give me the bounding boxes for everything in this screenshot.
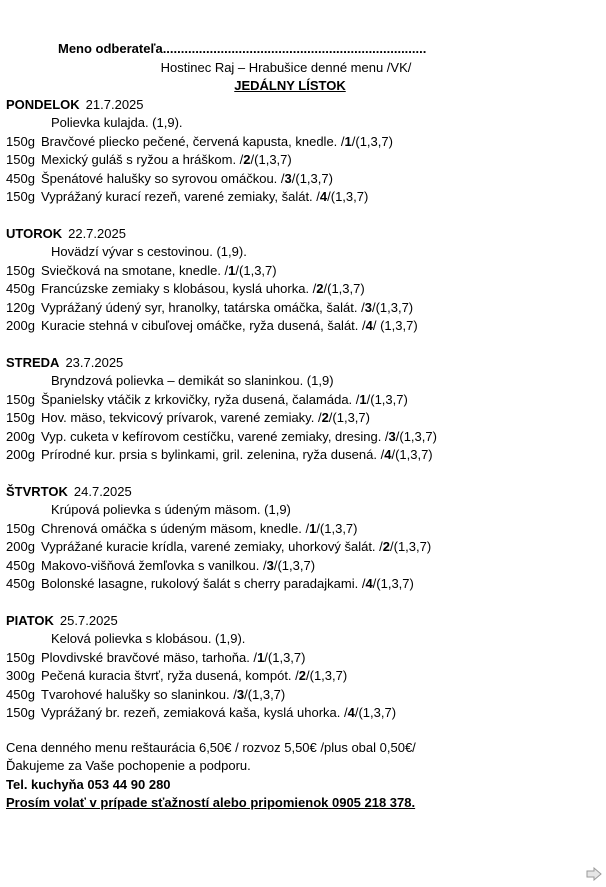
thanks-note: Ďakujeme za Vaše pochopenie a podporu.	[6, 758, 251, 773]
item-number: 4	[365, 576, 373, 591]
item-description	[41, 317, 418, 336]
item-allergens: /(1,3,7)	[264, 649, 306, 665]
item-text: Vyprážané kuracie krídla, varené zemiaky, uhorkový šalát. /	[41, 539, 383, 554]
item-description	[41, 649, 305, 668]
day-heading	[6, 483, 602, 502]
menu-item	[6, 667, 602, 686]
item-allergens: /(1,3,7)	[371, 299, 414, 315]
item-description	[41, 446, 433, 465]
menu-item	[6, 428, 602, 447]
day-section	[6, 96, 602, 207]
menu-item	[6, 686, 602, 705]
item-allergens: /(1,3,7)	[306, 668, 348, 683]
day-name: STREDA	[6, 354, 60, 370]
item-allergens: /(1,3,7)	[235, 262, 277, 278]
day-date: 21.7.2025	[85, 96, 144, 112]
item-text: Francúzske zemiaky s klobásou, kyslá uhorka. /	[41, 281, 317, 296]
item-text: Španielsky vtáčik z krkovičky, ryža dusená, čalamáda. /	[41, 391, 360, 407]
menu-item	[6, 391, 602, 410]
item-weight: 120g	[6, 299, 35, 315]
item-weight: 150g	[6, 520, 35, 536]
day-heading	[6, 225, 602, 244]
item-description	[41, 557, 315, 576]
day-name: PONDELOK	[6, 96, 80, 112]
item-description	[41, 280, 365, 299]
item-text: Plovdivské bravčové mäso, tarhoňa. /	[41, 649, 258, 665]
item-number: 2	[382, 539, 390, 554]
day-heading	[6, 96, 602, 115]
menu-item	[6, 262, 602, 281]
item-description	[41, 188, 368, 207]
item-weight: 450g	[6, 170, 35, 186]
item-allergens: /(1,3,7)	[323, 281, 365, 296]
menu-item	[6, 188, 602, 207]
menu-item	[6, 299, 602, 318]
item-weight: 300g	[6, 668, 35, 683]
day-date: 22.7.2025	[68, 225, 126, 241]
item-description	[41, 575, 414, 594]
menu-item	[6, 409, 602, 428]
item-number: 2	[298, 668, 307, 683]
item-weight: 150g	[6, 649, 35, 665]
menu-item	[6, 280, 602, 299]
item-description	[41, 133, 393, 152]
item-description	[41, 686, 285, 705]
item-allergens: /(1,3,7)	[291, 170, 333, 186]
item-allergens: /(1,3,7)	[366, 391, 408, 407]
item-weight: 150g	[6, 410, 35, 425]
item-allergens: /(1,3,7)	[372, 576, 414, 591]
item-description	[41, 409, 370, 428]
item-allergens: /(1,3,7)	[395, 428, 437, 444]
restaurant-subtitle: Hostinec Raj – Hrabušice denné menu /VK/	[160, 59, 412, 75]
item-text: Mexický guláš s ryžou a hráškom. /	[41, 152, 244, 167]
day-section	[6, 354, 602, 465]
next-page-arrow-icon[interactable]	[586, 867, 602, 881]
item-description	[41, 667, 347, 686]
soup-item: Polievka kulajda. (1,9).	[51, 115, 183, 130]
day-section	[6, 483, 602, 594]
item-number: 3	[364, 299, 372, 315]
menu-item	[6, 317, 602, 336]
item-number: 1	[309, 520, 317, 536]
item-weight: 450g	[6, 281, 35, 296]
page-title: JEDÁLNY LÍSTOK	[234, 78, 346, 93]
item-weight: 150g	[6, 152, 35, 167]
footer	[6, 739, 602, 813]
item-number: 2	[316, 281, 324, 296]
item-allergens: /(1,3,7)	[328, 410, 370, 425]
item-number: 1	[344, 133, 352, 149]
item-number: 1	[228, 262, 236, 278]
item-number: 4	[347, 705, 355, 720]
item-number: 2	[243, 152, 251, 167]
item-description	[41, 151, 292, 170]
day-name: UTOROK	[6, 225, 63, 241]
item-allergens: /(1,3,7)	[316, 520, 358, 536]
item-number: 4	[319, 189, 328, 204]
soup-item: Krúpová polievka s údeným mäsom. (1,9)	[51, 502, 291, 517]
item-text: Bravčové pliecko pečené, červená kapusta, knedle. /	[41, 133, 345, 149]
item-text: Tvarohové halušky so slaninkou. /	[41, 686, 237, 702]
kitchen-phone: Tel. kuchyňa 053 44 90 280	[6, 776, 171, 792]
menu-item	[6, 446, 602, 465]
day-heading	[6, 354, 602, 373]
item-weight: 150g	[6, 705, 35, 720]
menu-item	[6, 520, 602, 539]
item-text: Vyprážaný údený syr, hranolky, tatárska omáčka, šalát. /	[41, 299, 365, 315]
item-weight: 150g	[6, 262, 35, 278]
item-description	[41, 704, 396, 723]
item-number: 3	[266, 557, 274, 573]
day-section	[6, 225, 602, 336]
item-allergens: /(1,3,7)	[390, 539, 432, 554]
item-weight: 450g	[6, 557, 35, 573]
item-weight: 150g	[6, 133, 35, 149]
item-number: 1	[257, 649, 265, 665]
item-description	[41, 428, 437, 447]
item-number: 3	[388, 428, 396, 444]
menu-item	[6, 151, 602, 170]
item-allergens: / (1,3,7)	[372, 318, 418, 333]
item-allergens: /(1,3,7)	[244, 686, 286, 702]
item-number: 4	[384, 447, 392, 462]
menu-item	[6, 704, 602, 723]
day-name: PIATOK	[6, 612, 54, 628]
item-number: 1	[359, 391, 367, 407]
menu-item	[6, 538, 602, 557]
item-weight: 200g	[6, 539, 35, 554]
item-text: Sviečková na smotane, knedle. /	[41, 262, 229, 278]
day-heading	[6, 612, 602, 631]
item-text: Vyprážaný kurací rezeň, varené zemiaky, šalát. /	[41, 189, 320, 204]
item-allergens: /(1,3,7)	[250, 152, 292, 167]
customer-name-line: Meno odberateľa.........................................................................	[58, 41, 427, 56]
item-weight: 150g	[6, 391, 35, 407]
item-text: Kuracie stehná v cibuľovej omáčke, ryža dusená, šalát. /	[41, 318, 366, 333]
complaints-contact: Prosím volať v prípade sťažností alebo pripomienok 0905 218 378.	[6, 795, 416, 810]
item-allergens: /(1,3,7)	[327, 189, 369, 204]
item-text: Vyp. cuketa v kefírovom cestíčku, varené zemiaky, dresing. /	[41, 428, 389, 444]
day-date: 24.7.2025	[73, 483, 132, 499]
item-text: Vyprážaný br. rezeň, zemiaková kaša, kyslá uhorka. /	[41, 705, 348, 720]
menu-item	[6, 170, 602, 189]
item-description	[41, 520, 358, 539]
day-section	[6, 612, 602, 723]
item-weight: 200g	[6, 447, 35, 462]
soup-item: Bryndzová polievka – demikát so slaninkou. (1,9)	[51, 373, 334, 388]
day-date: 25.7.2025	[59, 612, 118, 628]
item-weight: 450g	[6, 686, 35, 702]
day-name: ŠTVRTOK	[6, 483, 68, 499]
item-allergens: /(1,3,7)	[354, 705, 397, 720]
item-allergens: /(1,3,7)	[273, 557, 316, 573]
item-description	[41, 262, 277, 281]
item-weight: 150g	[6, 189, 35, 204]
item-description	[41, 170, 333, 189]
item-description	[41, 538, 431, 557]
item-description	[41, 299, 413, 318]
days-list	[6, 96, 602, 723]
item-text: Hov. mäso, tekvicový prívarok, varené zemiaky. /	[41, 410, 322, 425]
item-allergens: /(1,3,7)	[351, 133, 393, 149]
item-text: Bolonské lasagne, rukolový šalát s cherry paradajkami. /	[41, 576, 366, 591]
soup-item: Hovädzí vývar s cestovinou. (1,9).	[51, 244, 247, 259]
menu-item	[6, 133, 602, 152]
menu-item	[6, 575, 602, 594]
menu-document	[6, 40, 602, 813]
price-info: Cena denného menu reštaurácia 6,50€ / rozvoz 5,50€ /plus obal 0,50€/	[6, 739, 416, 755]
item-text: Chrenová omáčka s údeným mäsom, knedle. /	[41, 520, 310, 536]
item-number: 4	[365, 318, 373, 333]
item-allergens: /(1,3,7)	[391, 447, 433, 462]
soup-item: Kelová polievka s klobásou. (1,9).	[51, 631, 246, 646]
menu-item	[6, 557, 602, 576]
day-date: 23.7.2025	[65, 354, 124, 370]
item-text: Pečená kuracia štvrť, ryža dusená, kompót. /	[41, 668, 299, 683]
item-text: Prírodné kur. prsia s bylinkami, gril. zelenina, ryža dusená. /	[41, 447, 385, 462]
item-weight: 450g	[6, 576, 35, 591]
item-weight: 200g	[6, 318, 35, 333]
item-text: Špenátové halušky so syrovou omáčkou. /	[41, 170, 285, 186]
item-number: 3	[284, 170, 292, 186]
item-number: 2	[321, 410, 329, 425]
item-number: 3	[236, 686, 245, 702]
item-weight: 200g	[6, 428, 35, 444]
item-description	[41, 391, 408, 410]
item-text: Makovo-višňová žemľovka s vanilkou. /	[41, 557, 267, 573]
menu-item	[6, 649, 602, 668]
